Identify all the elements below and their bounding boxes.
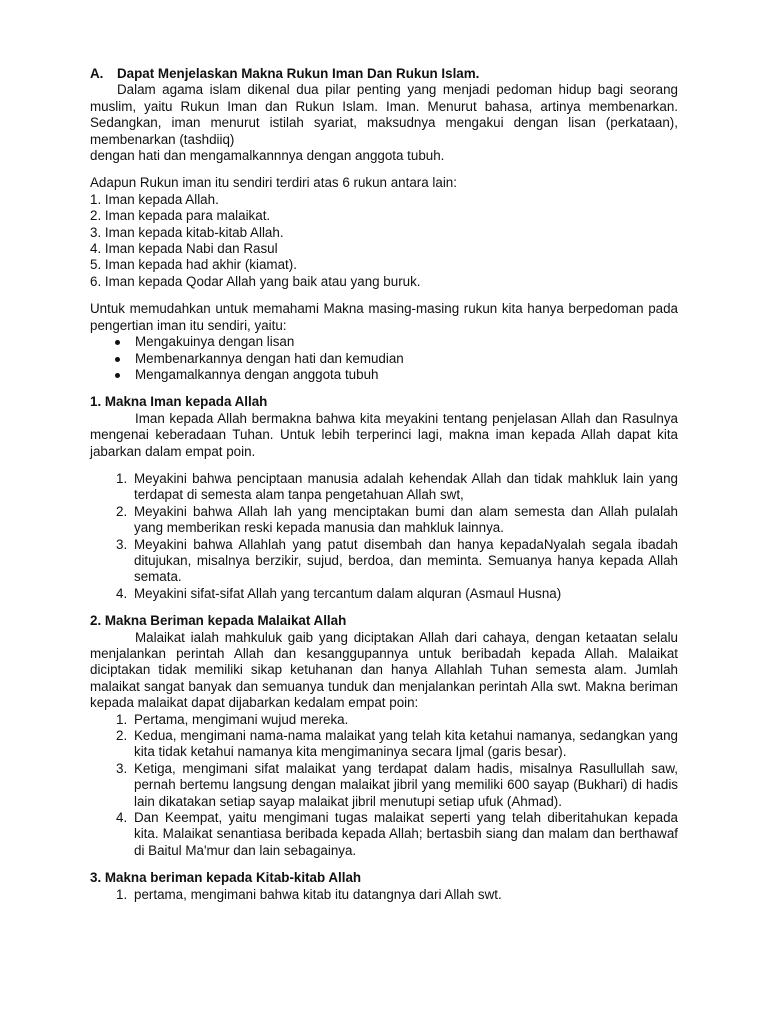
list-item (116, 760, 678, 810)
list-item: 6. Iman kepada Qodar Allah yang baik atau yang buruk. (90, 273, 421, 289)
list-number: 1. (116, 470, 128, 486)
bullet-item: Membenarkannya dengan hati dan kemudian (135, 351, 678, 367)
section-a-paragraph: Dalam agama islam dikenal dua pilar penting yang menjadi pedoman hidup bagi seorang muslim, yaitu Rukun Iman dan Rukun Islam. Iman. Menurut bahasa, artinya membenarkan. Sedangkan, iman menurut istilah syariat, maksudnya mengakui dengan lisan (perkataan), membenarkan (tashdiiq) (90, 82, 678, 147)
list-item (116, 585, 678, 602)
list-item (116, 728, 678, 761)
list-text: Meyakini bahwa Allahlah yang patut disembah dan hanya kepadaNyalah segala ibadah ditujukan, misalnya berzikir, sujud, berdoa, dan meminta. Semuanya hanya kepada Allah semata. (134, 536, 678, 585)
list-text: Kedua, mengimani nama-nama malaikat yang telah kita ketahui namanya, sedangkan yang kita tidak ketahui namanya kita mengimaninya secara Ijmal (garis besar). (134, 728, 678, 760)
list-item (116, 536, 678, 586)
list-number: 1. (116, 711, 128, 727)
list-number: 3. (116, 760, 128, 776)
list-number: 2. (116, 503, 128, 519)
bullet-list (90, 334, 678, 383)
rukun-list (90, 192, 678, 290)
section-a-marker: A. (90, 66, 104, 81)
list-text: Dan Keempat, yaitu mengimani tugas malaikat seperti yang telah diberitahukan kepada kita. Malaikat senantiasa beribada kepada Allah; bertasbih siang dan malam dan berthawaf di Baitul Ma'mur dan lain sebagainya. (134, 810, 678, 858)
list-number: 2. (116, 728, 128, 744)
rukun-intro: Adapun Rukun iman itu sendiri terdiri atas 6 rukun antara lain: (90, 175, 457, 191)
list-number: 3. (116, 536, 128, 552)
section-2-heading: 2. Makna Beriman kepada Malaikat Allah (90, 613, 347, 629)
list-item (116, 886, 678, 903)
list-item (116, 503, 678, 537)
list-item: 3. Iman kepada kitab-kitab Allah. (90, 224, 284, 240)
list-item: 5. Iman kepada had akhir (kiamat). (90, 257, 297, 273)
section-1-heading: 1. Makna Iman kepada Allah (90, 394, 268, 410)
section-a-heading-text: Dapat Menjelaskan Makna Rukun Iman Dan Rukun Islam. (117, 66, 480, 81)
list-number: 4. (116, 810, 128, 826)
makna-intro: Untuk memudahkan untuk memahami Makna masing-masing rukun kita hanya berpedoman pada pengertian iman itu sendiri, yaitu: (90, 301, 678, 333)
list-text: Meyakini bahwa penciptaan manusia adalah kehendak Allah dan tidak mahkluk lain yang terdapat di semesta alam tanpa pengetahuan Allah swt, (134, 470, 678, 503)
list-number: 1. (116, 886, 128, 902)
section-a-paragraph-cont: dengan hati dan mengamalkannnya dengan anggota tubuh. (90, 148, 445, 164)
section-1-list (90, 471, 678, 602)
list-item: 4. Iman kepada Nabi dan Rasul (90, 241, 278, 257)
list-text: Meyakini bahwa Allah lah yang menciptakan bumi dan alam semesta dan Allah pulalah yang memberikan reski kepada manusia dan mahkluk lainnya. (134, 503, 678, 536)
section-3-heading: 3. Makna beriman kepada Kitab-kitab Allah (90, 870, 362, 886)
list-text: Ketiga, mengimani sifat malaikat yang terdapat dalam hadis, misalnya Rasullullah saw, pernah bertemu langsung dengan malaikat jibril yang memiliki 600 sayap (Bukhari) di hadis lain dikatakan setiap sayap malaikat jibril menutupi setiap ufuk (Ahmad). (134, 760, 678, 809)
bullet-item: Mengamalkannya dengan anggota tubuh (135, 367, 678, 383)
list-item: 2. Iman kepada para malaikat. (90, 208, 271, 224)
list-item: 1. Iman kepada Allah. (90, 191, 219, 207)
section-a-heading (90, 66, 678, 82)
section-3-list (90, 887, 678, 903)
section-2-paragraph: Malaikat ialah mahkuluk gaib yang diciptakan Allah dari cahaya, dengan ketaatan selalu menjalankan perintah Allah dan kesanggupannya untuk beribadah kepada Allah. Malaikat diciptakan tidak memiliki sikap ketuhanan dan hanya Allahlah Tuhan semesta alam. Jumlah malaikat sangat banyak dan semuanya tunduk dan menjalankan perintah Alla swt. Makna beriman kepada malaikat dapat dijabarkan kedalam empat poin: (90, 629, 678, 711)
section-2-list (90, 712, 678, 860)
list-item (116, 711, 678, 728)
list-text: pertama, mengimani bahwa kitab itu datangnya dari Allah swt. (134, 886, 502, 902)
list-item (116, 470, 678, 504)
list-text: Pertama, mengimani wujud mereka. (134, 711, 349, 727)
list-number: 4. (116, 585, 128, 601)
list-item (116, 810, 678, 859)
section-1-paragraph: Iman kepada Allah bermakna bahwa kita meyakini tentang penjelasan Allah dan Rasulnya mengenai keberadaan Tuhan. Untuk lebih terperinci lagi, makna iman kepada Allah dapat kita jabarkan dalam empat poin. (90, 410, 678, 459)
list-text: Meyakini sifat-sifat Allah yang tercantum dalam alquran (Asmaul Husna) (134, 585, 562, 601)
bullet-item: Mengakuinya dengan lisan (135, 334, 678, 350)
